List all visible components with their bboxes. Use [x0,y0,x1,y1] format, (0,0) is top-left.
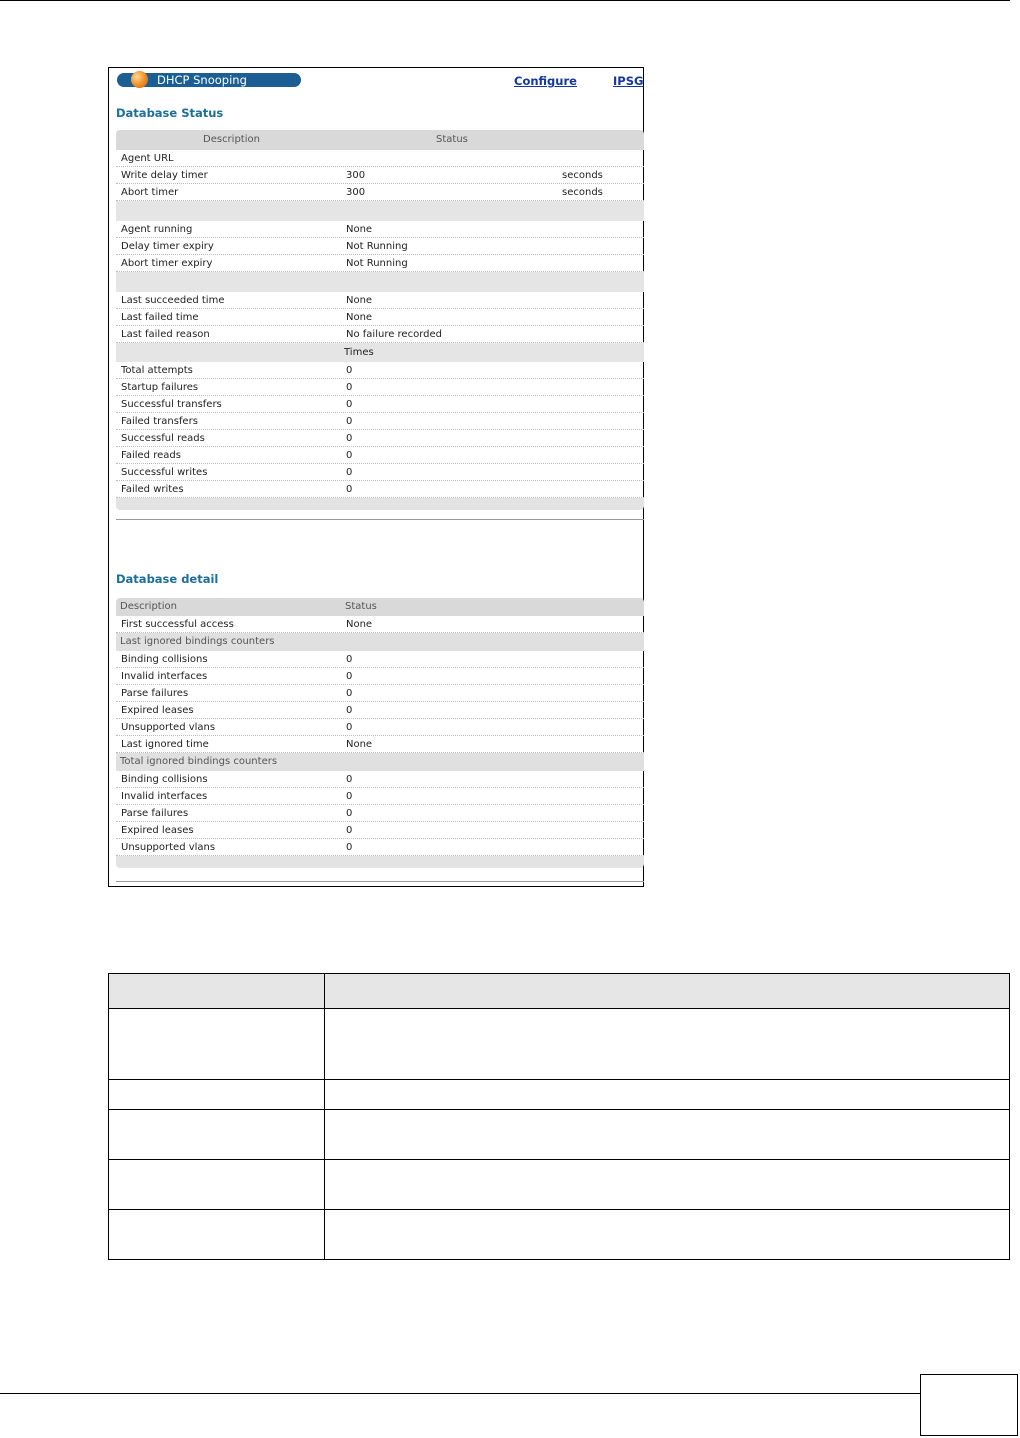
page-bottom-rule [0,1393,920,1394]
table-row: Successful writes 0 [116,464,644,481]
table-row: Unsupported vlans 0 [116,719,644,736]
table-row: Total attempts 0 [116,362,644,379]
table-row: Abort timer 300 seconds [116,184,644,201]
section-divider [116,519,644,520]
table-row: Startup failures 0 [116,379,644,396]
table-row: Successful transfers 0 [116,396,644,413]
table-header-row [109,974,1010,1009]
column-description: Description [203,134,260,145]
column-status: Status [436,134,468,145]
table-row: Binding collisions 0 [116,771,644,788]
total-ignored-title: Total ignored bindings counters [120,756,278,767]
table-row: Expired leases 0 [116,702,644,719]
table-row: Last succeeded time None [116,292,644,309]
ipsg-link[interactable]: IPSG [613,74,644,88]
table-row: Last failed time None [116,309,644,326]
table-row: Abort timer expiry Not Running [116,255,644,272]
database-detail-title: Database detail [116,572,219,586]
table-row: Agent running None [116,221,644,238]
table-row: Failed reads 0 [116,447,644,464]
table-row: Last ignored time None [116,736,644,753]
table-row: Last failed reason No failure recorded [116,326,644,343]
table-row: First successful access None [116,616,644,633]
table-header-cell [325,974,1010,1009]
times-label: Times [344,347,374,358]
table-row: Write delay timer 300 seconds [116,167,644,184]
table-row: Failed transfers 0 [116,413,644,430]
group-separator [116,272,644,292]
subsection-header [116,633,644,651]
subsection-header [116,753,644,771]
times-header [116,343,644,362]
screen-title-bar [117,73,301,87]
column-status: Status [345,601,377,612]
table-footer [116,498,644,510]
database-status-table [116,130,644,510]
section-divider [116,881,644,882]
table-row: Successful reads 0 [116,430,644,447]
page-top-rule [0,0,1010,1]
table-header-cell [109,974,325,1009]
page-number-box [920,1374,1018,1436]
table-header [116,130,644,150]
table-row: Delay timer expiry Not Running [116,238,644,255]
table-row [109,1160,1010,1210]
table-row: Failed writes 0 [116,481,644,498]
table-header [116,598,644,616]
field-description-table [108,973,1010,1260]
table-row: Unsupported vlans 0 [116,839,644,856]
configure-link[interactable]: Configure [514,74,577,88]
table-row: Expired leases 0 [116,822,644,839]
screen-title: DHCP Snooping [157,73,247,87]
table-row [109,1009,1010,1080]
table-row: Agent URL [116,150,644,167]
database-status-title: Database Status [116,106,224,120]
dhcp-snooping-screen [108,67,644,887]
group-separator [116,201,644,221]
database-detail-table [116,598,644,868]
table-row: Binding collisions 0 [116,651,644,668]
table-row: Parse failures 0 [116,685,644,702]
table-row: Invalid interfaces 0 [116,668,644,685]
table-row: Parse failures 0 [116,805,644,822]
table-row: Invalid interfaces 0 [116,788,644,805]
last-ignored-title: Last ignored bindings counters [120,636,275,647]
table-footer [116,856,644,868]
table-row [109,1080,1010,1110]
orb-icon [131,71,148,88]
table-row [109,1110,1010,1160]
table-row [109,1210,1010,1260]
column-description: Description [120,601,177,612]
